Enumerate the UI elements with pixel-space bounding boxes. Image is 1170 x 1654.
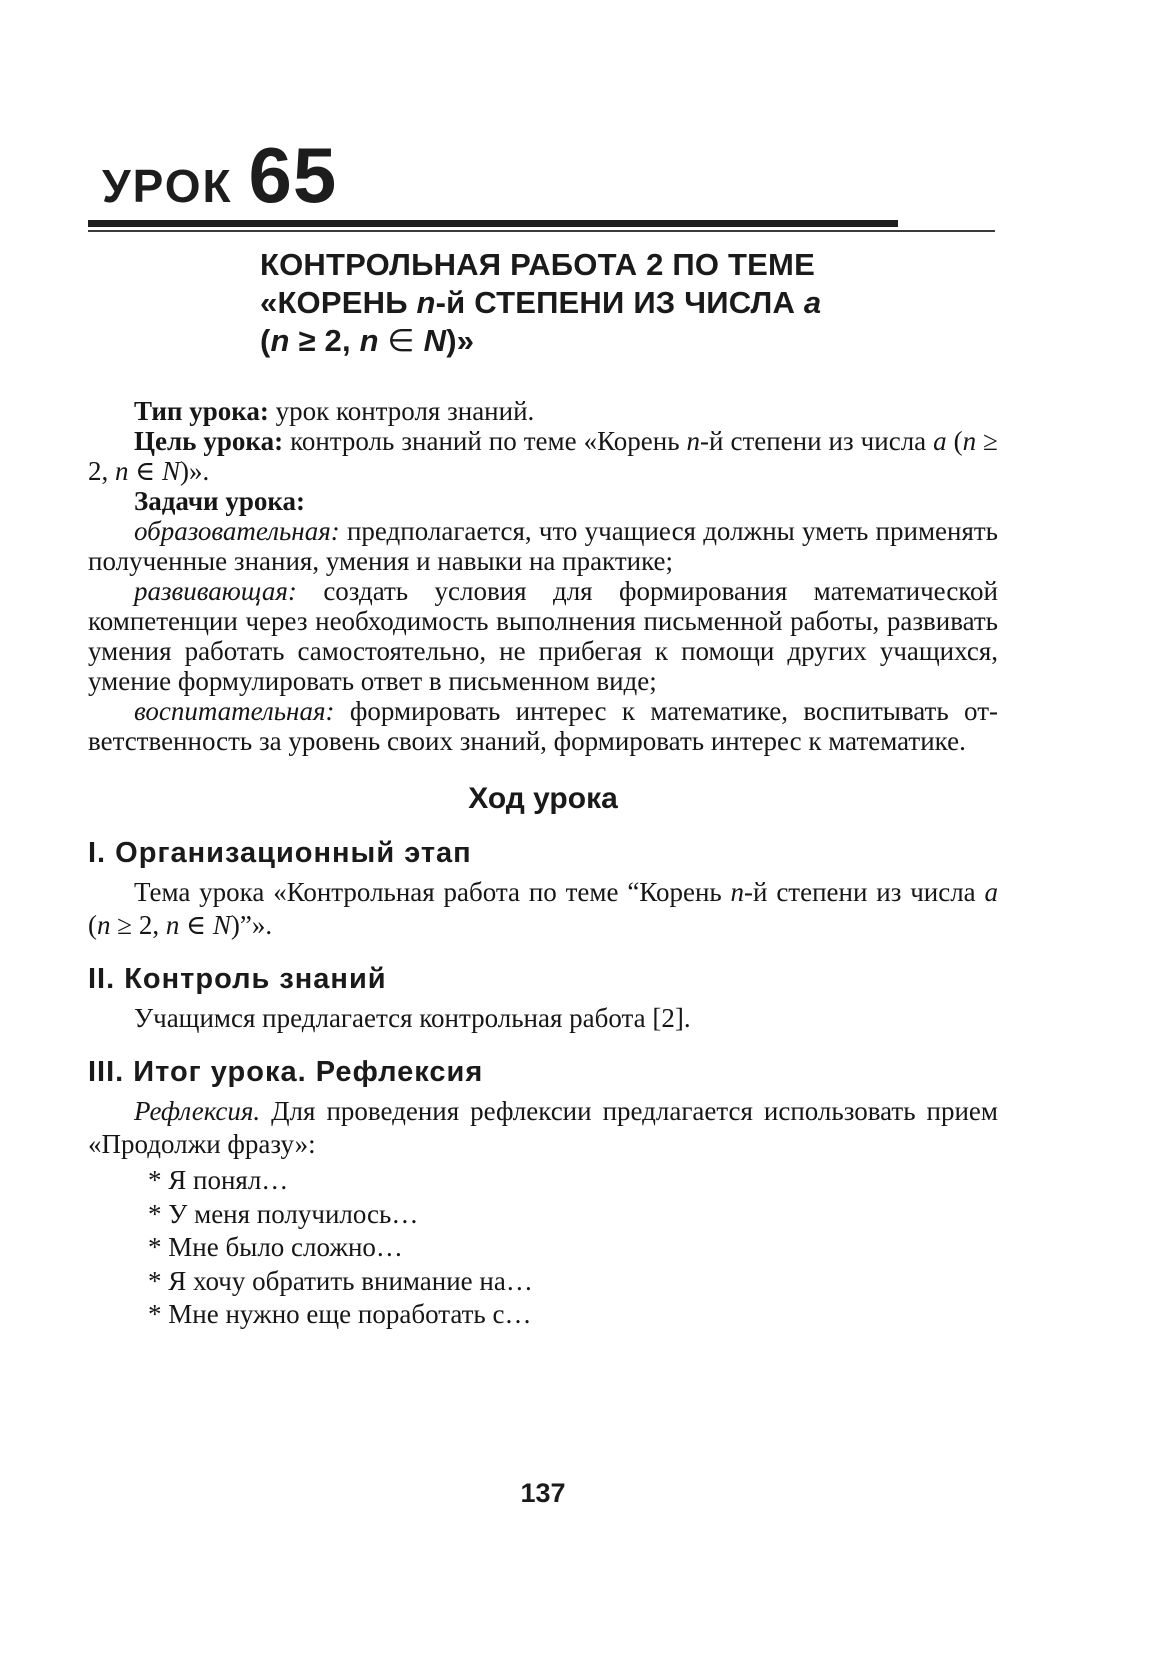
paragraph-lesson-tasks-label: Задачи урока:	[134, 486, 306, 516]
section-1-heading: I. Организационный этап	[88, 837, 472, 869]
lesson-title-line-1: КОНТРОЛЬНАЯ РАБОТА 2 ПО ТЕМЕ	[260, 247, 815, 282]
paragraph-task-educational: образовательная: предполагается, что учащиеся должны уметь применять полученные знания, умения и навыки на практике;	[88, 516, 998, 576]
section-reflection	[88, 1056, 998, 1332]
reflection-phrase-list	[88, 1164, 998, 1332]
paragraph-task-upbringing: воспитательная: формировать интерес к математике, воспитывать ответственность за уровень своих знаний, формировать интерес к математике.	[88, 696, 998, 756]
list-item: * Мне нужно еще поработать с…	[148, 1299, 532, 1329]
lesson-number: 65	[248, 131, 338, 219]
section-knowledge-control	[88, 963, 998, 1035]
section-2-heading: II. Контроль знаний	[88, 963, 387, 995]
section-organizational-stage	[88, 837, 998, 942]
header-rule-thick	[88, 220, 898, 227]
lesson-title	[260, 246, 998, 360]
lesson-title-line-3: (n ≥ 2, n ∈ N)»	[260, 323, 475, 358]
section-3-heading: III. Итог урока. Рефлексия	[88, 1056, 484, 1088]
list-item: * Мне было сложно…	[148, 1232, 403, 1262]
section-1-paragraph: Тема урока «Контрольная работа по теме “Корень n-й степени из числа a (n ≥ 2, n ∈ N)”».	[88, 877, 998, 940]
section-3-paragraph: Рефлексия. Для проведения рефлексии предлагается использовать прием «Продолжи фразу»:	[88, 1096, 998, 1159]
page-number: 137	[520, 1478, 566, 1508]
lesson-header	[102, 131, 998, 219]
paragraph-task-developing: развивающая: создать условия для формирования математической компетенции через необходимость выполнения письменной работы, развивать умения работать самостоятельно, не прибегая к помощи других учащихся, умение формулировать ответ в письменном виде;	[88, 576, 998, 696]
paragraph-lesson-goal: Цель урока: контроль знаний по теме «Корень n-й степени из числа a (n ≥ 2, n ∈ N)».	[88, 426, 998, 486]
lesson-label: УРОК	[102, 160, 233, 212]
course-heading: Ход урока	[468, 782, 618, 815]
page-content	[88, 0, 998, 1332]
lesson-title-line-2: «КОРЕНЬ n-й СТЕПЕНИ ИЗ ЧИСЛА a	[260, 285, 822, 320]
section-2-paragraph: Учащимся предлагается контрольная работа [2].	[134, 1003, 691, 1033]
list-item: * Я хочу обратить внимание на…	[148, 1265, 533, 1296]
list-item: * Я понял…	[148, 1165, 289, 1195]
list-item: * У меня получилось…	[148, 1198, 419, 1229]
paragraph-lesson-type: Тип урока: урок контроля знаний.	[134, 396, 535, 426]
header-rule-thin	[88, 230, 995, 232]
lesson-intro	[88, 396, 998, 756]
